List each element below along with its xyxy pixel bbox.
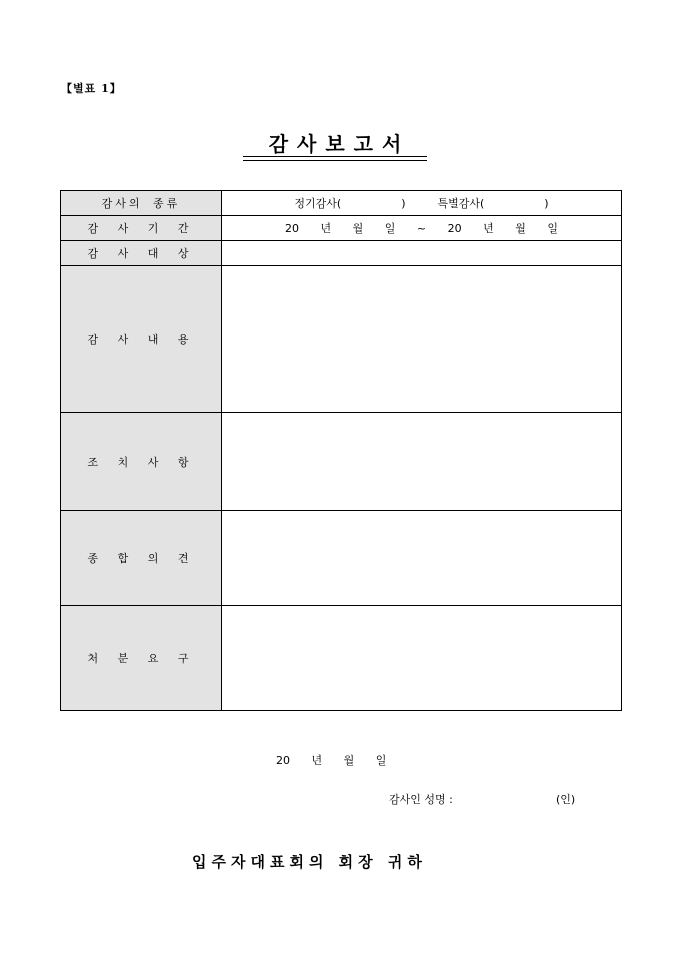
value-opinion[interactable] [222,511,622,606]
value-disposition[interactable] [222,606,622,711]
label-opinion: 종 합 의 견 [61,511,222,606]
report-date[interactable]: 20 년 월 일 [276,754,387,767]
value-audit-period[interactable]: 20 년 월 일 ~ 20 년 월 일 [222,216,622,241]
special-audit-option: 특별감사( [437,197,485,210]
special-audit-close: ) [544,197,549,210]
label-disposition: 처 분 요 구 [61,606,222,711]
annex-tag: 【별표 1】 [61,82,122,95]
row-opinion [61,511,622,606]
seal-mark: (인) [556,793,576,806]
value-audit-target[interactable] [222,241,622,266]
value-audit-type[interactable] [222,191,622,216]
label-audit-target: 감 사 대 상 [61,241,222,266]
auditor-name-label: 감사인 성명 : [389,793,453,806]
row-audit-period [61,216,622,241]
row-audit-type [61,191,622,216]
label-audit-period: 감 사 기 간 [61,216,222,241]
title-double-underline [243,156,427,161]
row-actions [61,413,622,511]
value-audit-content[interactable] [222,266,622,413]
page-title: 감사보고서 [268,132,411,156]
value-actions[interactable] [222,413,622,511]
label-audit-content: 감 사 내 용 [61,266,222,413]
label-audit-type: 감사의 종류 [61,191,222,216]
addressee: 입주자대표회의 회장 귀하 [192,853,427,871]
regular-audit-close: ) [401,197,406,210]
row-audit-target [61,241,622,266]
regular-audit-option: 정기감사( [294,197,342,210]
auditor-signature [389,791,576,807]
audit-report-form [60,190,622,711]
row-audit-content [61,266,622,413]
row-disposition [61,606,622,711]
label-actions: 조 치 사 항 [61,413,222,511]
